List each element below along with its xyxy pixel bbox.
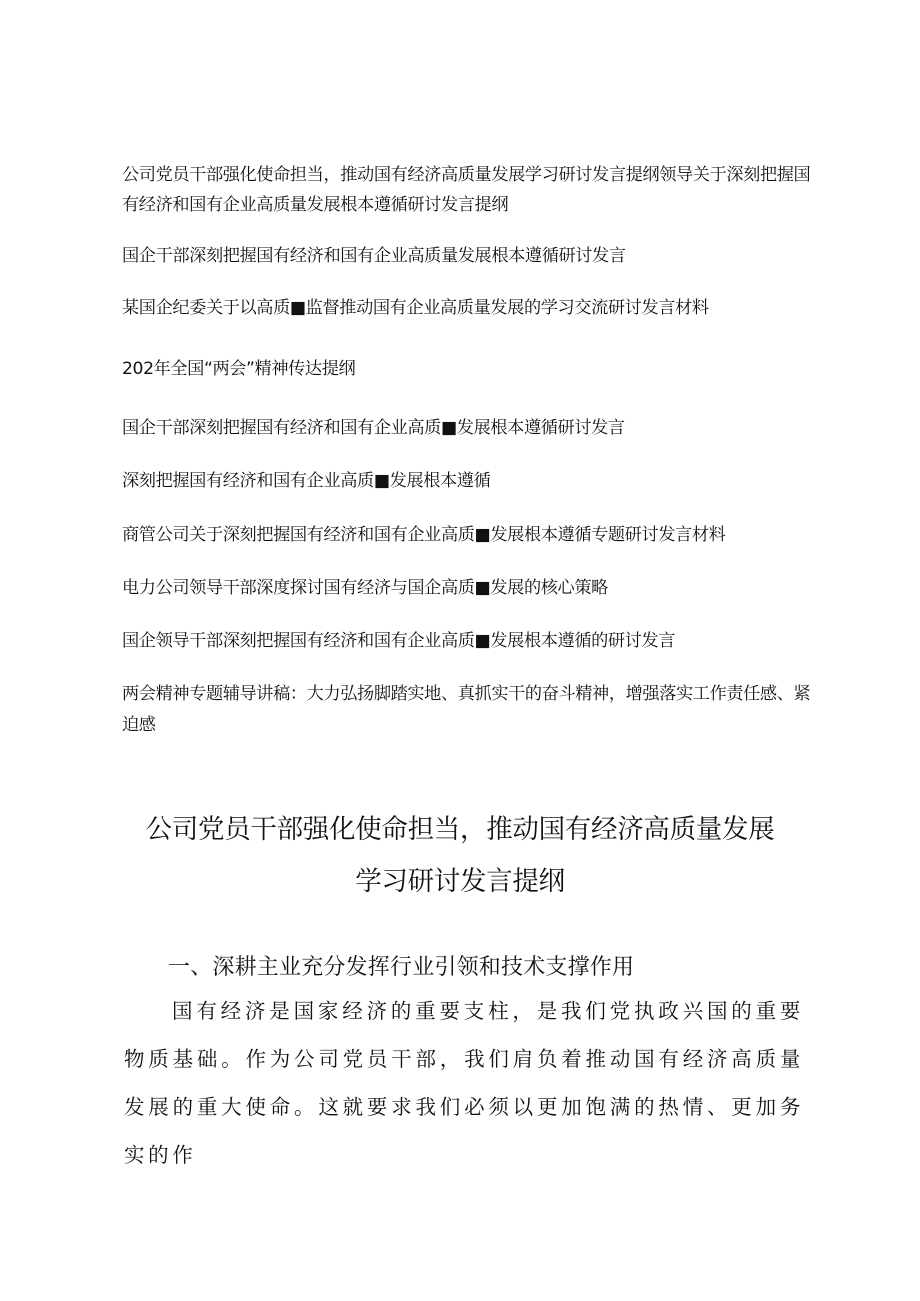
body-paragraph: 国有经济是国家经济的重要支柱，是我们党执政兴国的重要物质基础。作为公司党员干部，我们肩负着推动国有经济高质量发展的重大使命。这就要求我们必须以更加饱满的热情、更加务实的作 (124, 999, 804, 1167)
toc-item-2[interactable]: 国企干部深刻把握国有经济和国有企业高质量发展根本遵循研讨发言 (122, 246, 626, 266)
article-title-line-2: 学习研讨发言提纲 (355, 866, 565, 897)
toc-item-5[interactable]: 国企干部深刻把握国有经济和国有企业高质■发展根本遵循研讨发言 (122, 418, 625, 438)
article-title-line-1: 公司党员干部强化使命担当，推动国有经济高质量发展 (145, 814, 775, 845)
section-heading: 一、深耕主业充分发挥行业引领和技术支撑作用 (168, 955, 635, 980)
toc-item-10[interactable]: 两会精神专题辅导讲稿：大力弘扬脚踏实地、真抓实干的奋斗精神，增强落实工作责任感、紧迫感 (122, 684, 811, 735)
toc-item-3[interactable]: 某国企纪委关于以高质■监督推动国有企业高质量发展的学习交流研讨发言材料 (122, 298, 709, 318)
toc-item-4[interactable]: 202年全国“两会”精神传达提纲 (122, 359, 356, 379)
toc-item-7[interactable]: 商管公司关于深刻把握国有经济和国有企业高质■发展根本遵循专题研讨发言材料 (122, 525, 726, 545)
toc-item-1[interactable]: 公司党员干部强化使命担当，推动国有经济高质量发展学习研讨发言提纲领导关于深刻把握国有经济和国有企业高质量发展根本遵循研讨发言提纲 (122, 165, 811, 215)
article-title (60, 804, 860, 908)
toc-item-8[interactable]: 电力公司领导干部深度探讨国有经济与国企高质■发展的核心策略 (122, 578, 608, 598)
toc-item-6[interactable]: 深刻把握国有经济和国有企业高质■发展根本遵循 (122, 471, 491, 491)
table-of-contents (122, 160, 822, 764)
toc-item-9[interactable]: 国企领导干部深刻把握国有经济和国有企业高质■发展根本遵循的研讨发言 (122, 631, 676, 651)
